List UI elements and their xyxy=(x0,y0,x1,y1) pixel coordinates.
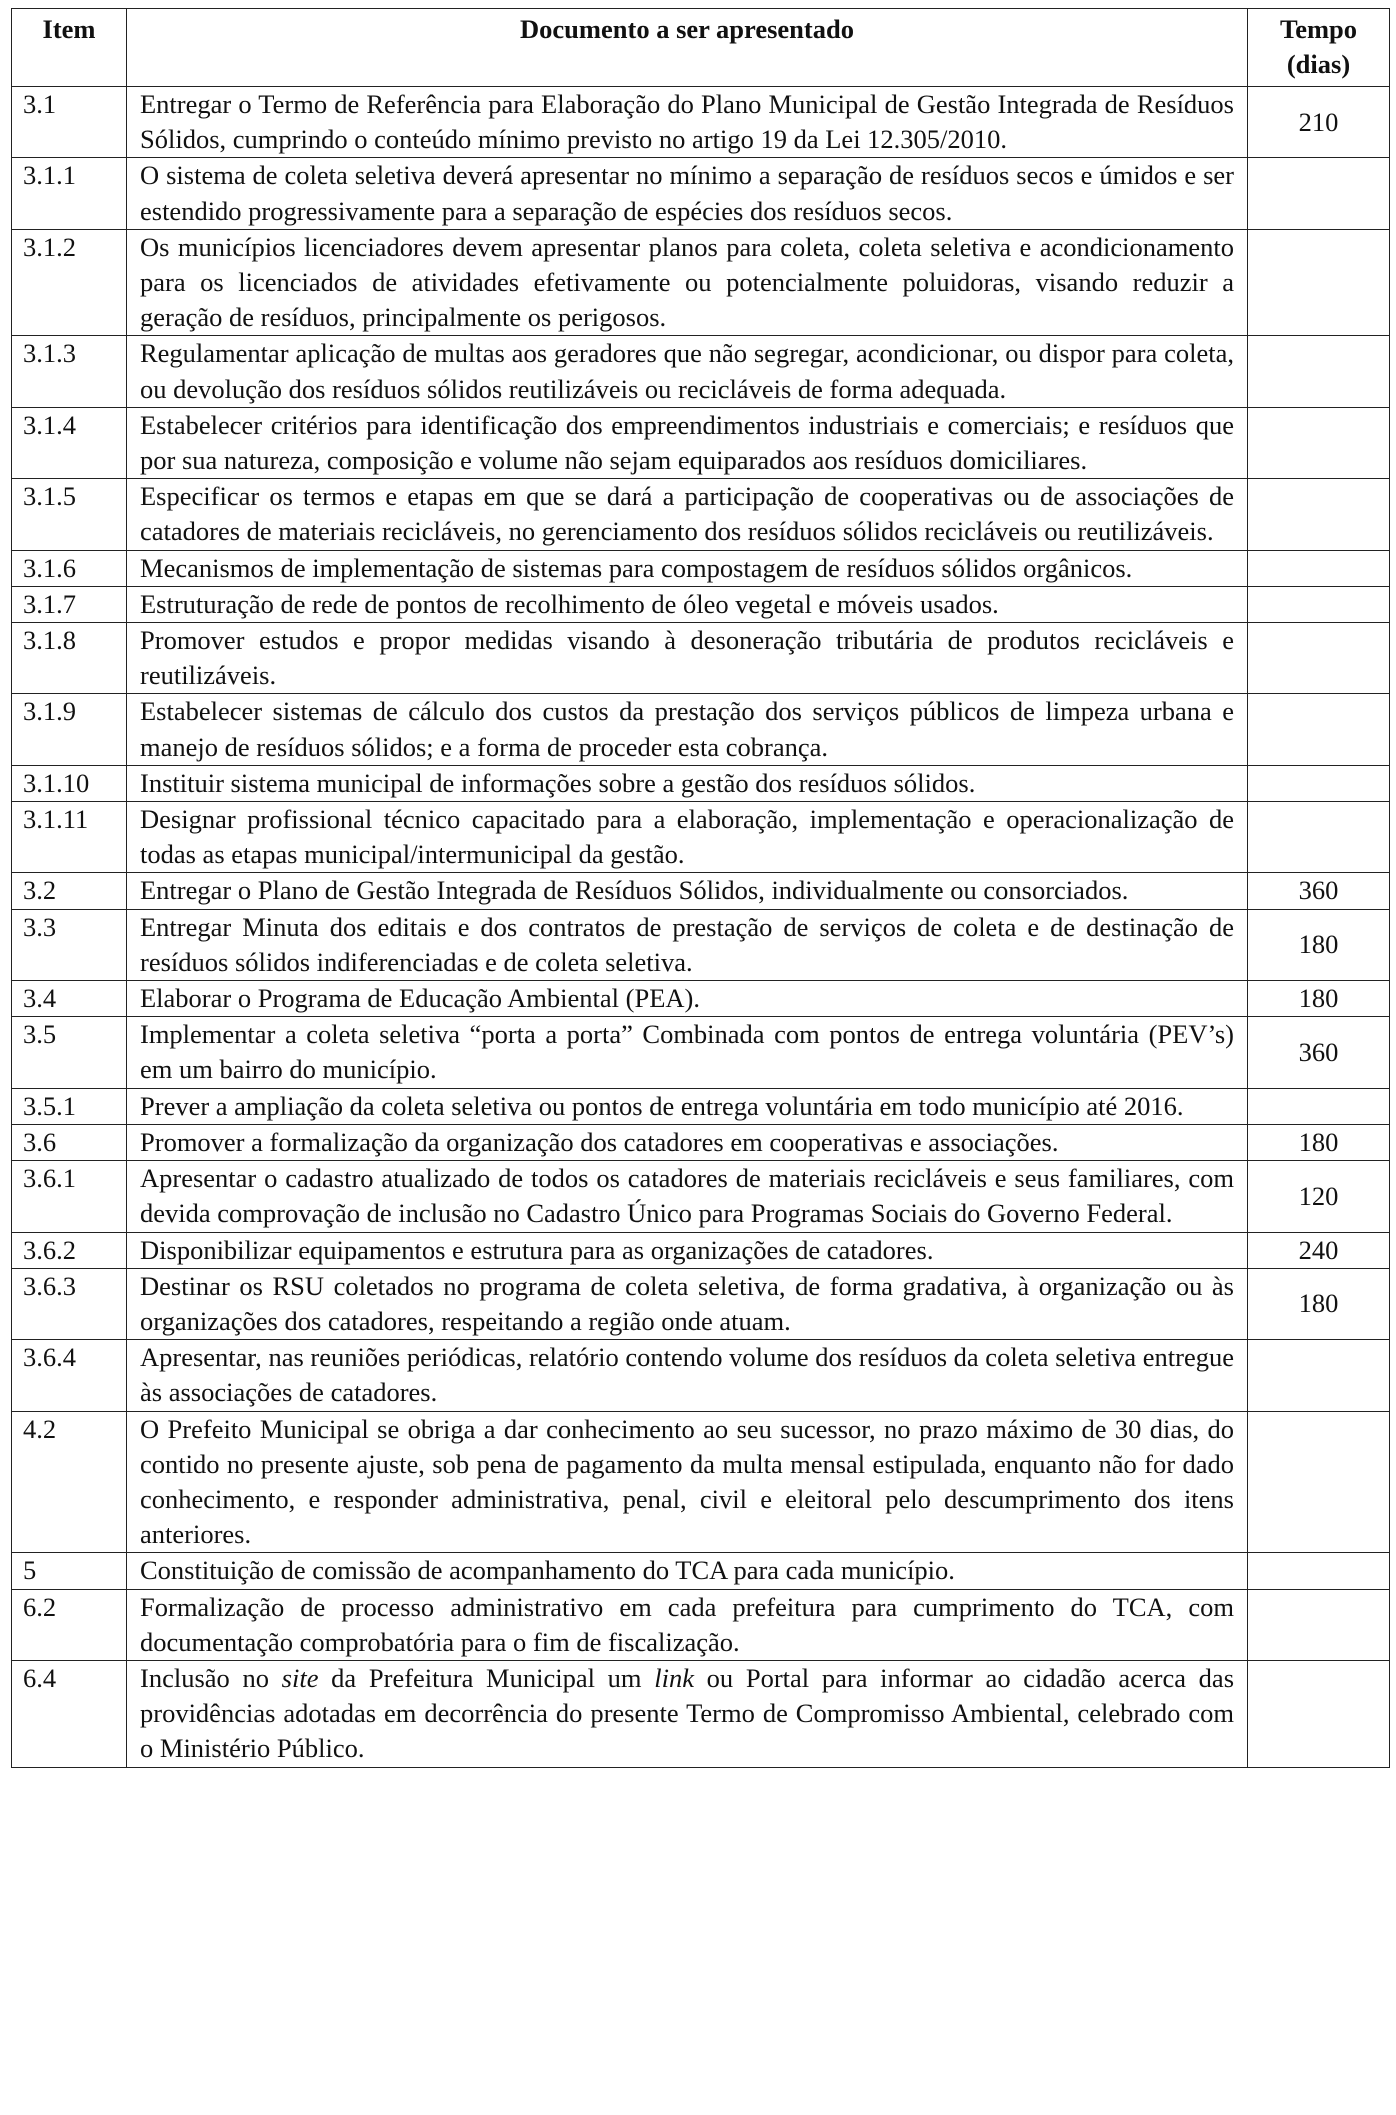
table-row xyxy=(12,623,1390,694)
document-cell: Estabelecer sistemas de cálculo dos custos da prestação dos serviços públicos de limpeza urbana e manejo de resíduos sólidos; e a forma de proceder esta cobrança. xyxy=(127,694,1248,765)
document-cell: Os municípios licenciadores devem apresentar planos para coleta, coleta seletiva e acondicionamento para os licenciados de atividades efetivamente ou potencialmente poluidoras, visando reduzir a geração de resíduos, principalmente os perigosos. xyxy=(127,229,1248,336)
time-cell xyxy=(1248,1589,1390,1660)
doc-text-italic: link xyxy=(654,1662,694,1693)
time-cell xyxy=(1248,694,1390,765)
time-cell xyxy=(1248,479,1390,550)
time-cell xyxy=(1248,765,1390,801)
item-cell: 3.1 xyxy=(12,87,127,158)
doc-text: Inclusão no xyxy=(140,1662,282,1693)
item-cell: 3.1.9 xyxy=(12,694,127,765)
document-cell: Entregar o Plano de Gestão Integrada de Resíduos Sólidos, individualmente ou consorciados. xyxy=(127,873,1248,909)
time-cell xyxy=(1248,1340,1390,1411)
time-cell: 180 xyxy=(1248,909,1390,980)
item-cell: 3.5 xyxy=(12,1017,127,1088)
table-row xyxy=(12,407,1390,478)
item-cell: 3.4 xyxy=(12,981,127,1017)
time-cell xyxy=(1248,1660,1390,1767)
document-cell: Destinar os RSU coletados no programa de coleta seletiva, de forma gradativa, à organização ou às organizações dos catadores, respeitando a região onde atuam. xyxy=(127,1268,1248,1339)
table-row xyxy=(12,158,1390,229)
document-cell: Formalização de processo administrativo em cada prefeitura para cumprimento do TCA, com documentação comprobatória para o fim de fiscalização. xyxy=(127,1589,1248,1660)
item-cell: 3.1.3 xyxy=(12,336,127,407)
table-row xyxy=(12,802,1390,873)
time-header-line1: Tempo xyxy=(1279,14,1358,44)
document-cell: Entregar Minuta dos editais e dos contratos de prestação de serviços de coleta e de destinação de resíduos sólidos indiferenciadas e de coleta seletiva. xyxy=(127,909,1248,980)
item-cell: 3.1.6 xyxy=(12,550,127,586)
document-cell: Promover estudos e propor medidas visando à desoneração tributária de produtos recicláveis e reutilizáveis. xyxy=(127,623,1248,694)
document-cell: Estabelecer critérios para identificação dos empreendimentos industriais e comerciais; e resíduos que por sua natureza, composição e volume não sejam equiparados aos resíduos domiciliares. xyxy=(127,407,1248,478)
document-cell: O Prefeito Municipal se obriga a dar conhecimento ao seu sucessor, no prazo máximo de 30 dias, do contido no presente ajuste, sob pena de pagamento da multa mensal estipulada, enquanto não for dado conhecimento, e responder administrativa, penal, civil e eleitoral pelo descumprimento dos itens anteriores. xyxy=(127,1411,1248,1553)
time-cell xyxy=(1248,1553,1390,1589)
document-cell: Regulamentar aplicação de multas aos geradores que não segregar, acondicionar, ou dispor para coleta, ou devolução dos resíduos sólidos reutilizáveis ou recicláveis de forma adequada. xyxy=(127,336,1248,407)
document-cell: Designar profissional técnico capacitado para a elaboração, implementação e operacionalização de todas as etapas municipal/intermunicipal da gestão. xyxy=(127,802,1248,873)
table-row xyxy=(12,1017,1390,1088)
table-row xyxy=(12,1088,1390,1124)
item-cell: 4.2 xyxy=(12,1411,127,1553)
table-row xyxy=(12,765,1390,801)
document-cell: Especificar os termos e etapas em que se dará a participação de cooperativas ou de associações de catadores de materiais recicláveis, no gerenciamento dos resíduos sólidos recicláveis ou reutilizáveis. xyxy=(127,479,1248,550)
table-row xyxy=(12,229,1390,336)
table-row xyxy=(12,1268,1390,1339)
time-cell: 120 xyxy=(1248,1161,1390,1232)
time-cell xyxy=(1248,802,1390,873)
time-cell xyxy=(1248,336,1390,407)
table-row xyxy=(12,1553,1390,1589)
doc-text: ou Portal para informar ao cidadão acerca das providências adotadas em decorrência do presente Termo de Compromisso Ambiental, celebrado com o Ministério Público. xyxy=(140,1662,1235,1764)
table-row xyxy=(12,479,1390,550)
item-cell: 3.6.2 xyxy=(12,1232,127,1268)
document-header: Documento a ser apresentado xyxy=(127,9,1248,87)
document-cell xyxy=(127,1660,1248,1767)
item-cell: 3.1.7 xyxy=(12,586,127,622)
document-cell: Entregar o Termo de Referência para Elaboração do Plano Municipal de Gestão Integrada de Resíduos Sólidos, cumprindo o conteúdo mínimo previsto no artigo 19 da Lei 12.305/2010. xyxy=(127,87,1248,158)
document-cell: Elaborar o Programa de Educação Ambiental (PEA). xyxy=(127,981,1248,1017)
table-row xyxy=(12,586,1390,622)
table-row xyxy=(12,1232,1390,1268)
table-row xyxy=(12,550,1390,586)
time-cell xyxy=(1248,1088,1390,1124)
item-cell: 3.3 xyxy=(12,909,127,980)
item-cell: 3.6.1 xyxy=(12,1161,127,1232)
table-row xyxy=(12,1340,1390,1411)
item-cell: 3.1.4 xyxy=(12,407,127,478)
time-cell xyxy=(1248,550,1390,586)
time-cell xyxy=(1248,1411,1390,1553)
table-row xyxy=(12,1411,1390,1553)
document-cell: O sistema de coleta seletiva deverá apresentar no mínimo a separação de resíduos secos e úmidos e ser estendido progressivamente para a separação de espécies dos resíduos secos. xyxy=(127,158,1248,229)
document-cell: Mecanismos de implementação de sistemas para compostagem de resíduos sólidos orgânicos. xyxy=(127,550,1248,586)
time-cell: 240 xyxy=(1248,1232,1390,1268)
item-cell: 3.6.3 xyxy=(12,1268,127,1339)
time-cell xyxy=(1248,158,1390,229)
item-cell: 3.5.1 xyxy=(12,1088,127,1124)
time-cell: 360 xyxy=(1248,1017,1390,1088)
document-cell: Apresentar o cadastro atualizado de todos os catadores de materiais recicláveis e seus familiares, com devida comprovação de inclusão no Cadastro Único para Programas Sociais do Governo Federal. xyxy=(127,1161,1248,1232)
table-row xyxy=(12,1161,1390,1232)
time-header-line2: (dias) xyxy=(1286,49,1351,79)
time-cell xyxy=(1248,623,1390,694)
document-cell: Apresentar, nas reuniões periódicas, relatório contendo volume dos resíduos da coleta seletiva entregue às associações de catadores. xyxy=(127,1340,1248,1411)
item-cell: 3.1.5 xyxy=(12,479,127,550)
item-cell: 3.1.8 xyxy=(12,623,127,694)
table-row xyxy=(12,909,1390,980)
document-cell: Instituir sistema municipal de informações sobre a gestão dos resíduos sólidos. xyxy=(127,765,1248,801)
item-cell: 5 xyxy=(12,1553,127,1589)
document-cell: Constituição de comissão de acompanhamento do TCA para cada município. xyxy=(127,1553,1248,1589)
item-header: Item xyxy=(12,9,127,87)
header-row xyxy=(12,9,1390,87)
item-cell: 3.1.2 xyxy=(12,229,127,336)
item-cell: 3.6.4 xyxy=(12,1340,127,1411)
table-row xyxy=(12,694,1390,765)
item-cell: 6.4 xyxy=(12,1660,127,1767)
table-row xyxy=(12,87,1390,158)
doc-text-italic: site xyxy=(281,1662,319,1693)
item-cell: 3.1.11 xyxy=(12,802,127,873)
table-row xyxy=(12,1124,1390,1160)
document-table xyxy=(11,8,1390,1768)
time-cell xyxy=(1248,229,1390,336)
table-row xyxy=(12,981,1390,1017)
time-cell: 180 xyxy=(1248,981,1390,1017)
table-row xyxy=(12,873,1390,909)
time-cell: 210 xyxy=(1248,87,1390,158)
time-cell: 180 xyxy=(1248,1268,1390,1339)
time-cell: 360 xyxy=(1248,873,1390,909)
document-cell: Implementar a coleta seletiva “porta a porta” Combinada com pontos de entrega voluntária (PEV’s) em um bairro do município. xyxy=(127,1017,1248,1088)
item-cell: 3.1.1 xyxy=(12,158,127,229)
document-cell: Promover a formalização da organização dos catadores em cooperativas e associações. xyxy=(127,1124,1248,1160)
item-cell: 6.2 xyxy=(12,1589,127,1660)
time-header xyxy=(1248,9,1390,87)
time-cell xyxy=(1248,586,1390,622)
table-row xyxy=(12,1589,1390,1660)
table-row xyxy=(12,336,1390,407)
time-cell xyxy=(1248,407,1390,478)
document-cell: Estruturação de rede de pontos de recolhimento de óleo vegetal e móveis usados. xyxy=(127,586,1248,622)
document-cell: Prever a ampliação da coleta seletiva ou pontos de entrega voluntária em todo município até 2016. xyxy=(127,1088,1248,1124)
table-row xyxy=(12,1660,1390,1767)
document-cell: Disponibilizar equipamentos e estrutura para as organizações de catadores. xyxy=(127,1232,1248,1268)
doc-text: da Prefeitura Municipal um xyxy=(318,1662,655,1693)
item-cell: 3.2 xyxy=(12,873,127,909)
item-cell: 3.1.10 xyxy=(12,765,127,801)
time-cell: 180 xyxy=(1248,1124,1390,1160)
item-cell: 3.6 xyxy=(12,1124,127,1160)
